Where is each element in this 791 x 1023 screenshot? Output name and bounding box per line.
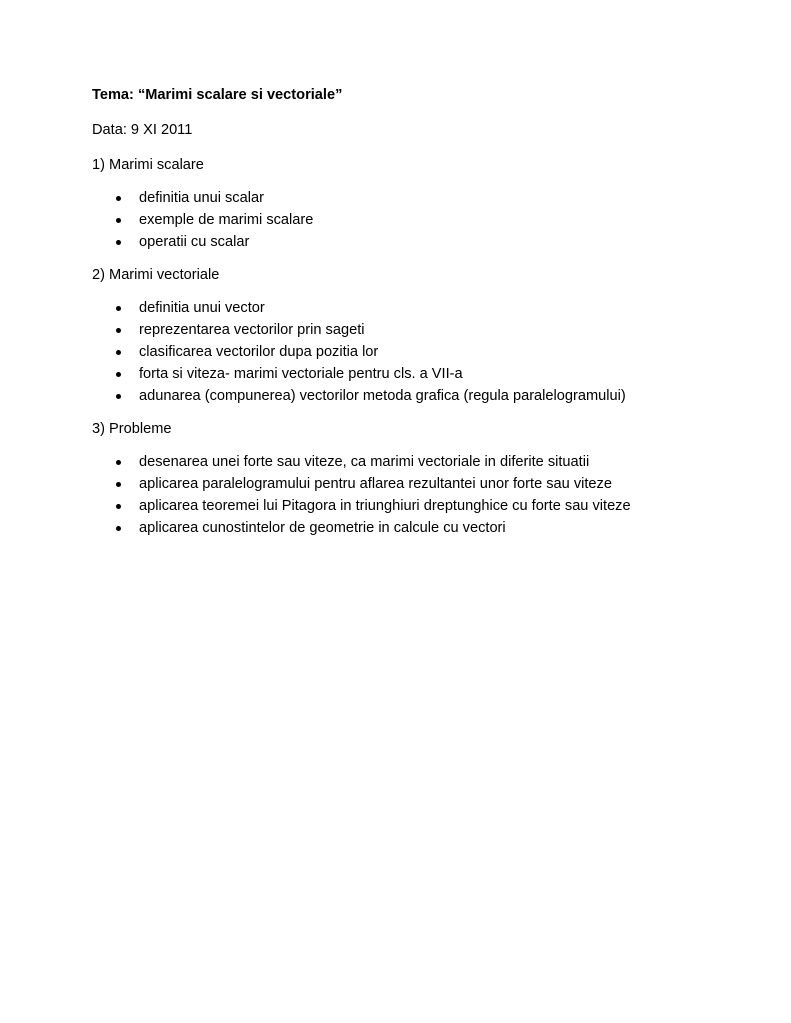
list-vectoriale — [92, 297, 732, 407]
bullet-icon — [116, 196, 121, 201]
list-item — [92, 385, 732, 407]
section-heading-scalare: 1) Marimi scalare — [92, 157, 204, 173]
document-page — [92, 84, 732, 539]
list-item-text: exemple de marimi scalare — [139, 212, 314, 228]
list-item — [92, 473, 732, 495]
list-item-text: aplicarea teoremei lui Pitagora in triunghiuri dreptunghice cu forte sau viteze — [139, 498, 631, 514]
bullet-icon — [116, 350, 121, 355]
bullet-icon — [116, 218, 121, 223]
list-item-text: aplicarea cunostintelor de geometrie in calcule cu vectori — [139, 520, 506, 536]
bullet-icon — [116, 328, 121, 333]
list-probleme — [92, 451, 732, 539]
list-item-text: clasificarea vectorilor dupa pozitia lor — [139, 344, 379, 360]
list-item — [92, 495, 732, 517]
list-item — [92, 231, 732, 253]
list-item-text: forta si viteza- marimi vectoriale pentru cls. a VII-a — [139, 366, 463, 382]
bullet-icon — [116, 526, 121, 531]
list-item-text: operatii cu scalar — [139, 234, 250, 250]
bullet-icon — [116, 482, 121, 487]
list-item — [92, 517, 732, 539]
bullet-icon — [116, 372, 121, 377]
bullet-icon — [116, 460, 121, 465]
list-item — [92, 363, 732, 385]
list-item — [92, 319, 732, 341]
document-title: Tema: “Marimi scalare si vectoriale” — [92, 87, 343, 103]
bullet-icon — [116, 240, 121, 245]
list-item-text: definitia unui scalar — [139, 190, 264, 206]
list-item-text: reprezentarea vectorilor prin sageti — [139, 322, 365, 338]
list-item — [92, 209, 732, 231]
list-item — [92, 451, 732, 473]
list-scalare — [92, 187, 732, 253]
list-item-text: desenarea unei forte sau viteze, ca marimi vectoriale in diferite situatii — [139, 454, 590, 470]
bullet-icon — [116, 504, 121, 509]
list-item-text: adunarea (compunerea) vectorilor metoda grafica (regula paralelogramului) — [139, 388, 626, 404]
bullet-icon — [116, 394, 121, 399]
section-heading-probleme: 3) Probleme — [92, 421, 172, 437]
document-date: Data: 9 XI 2011 — [92, 122, 193, 138]
bullet-icon — [116, 306, 121, 311]
list-item — [92, 341, 732, 363]
list-item — [92, 187, 732, 209]
list-item — [92, 297, 732, 319]
section-heading-vectoriale: 2) Marimi vectoriale — [92, 267, 220, 283]
list-item-text: aplicarea paralelogramului pentru aflarea rezultantei unor forte sau viteze — [139, 476, 612, 492]
list-item-text: definitia unui vector — [139, 300, 265, 316]
